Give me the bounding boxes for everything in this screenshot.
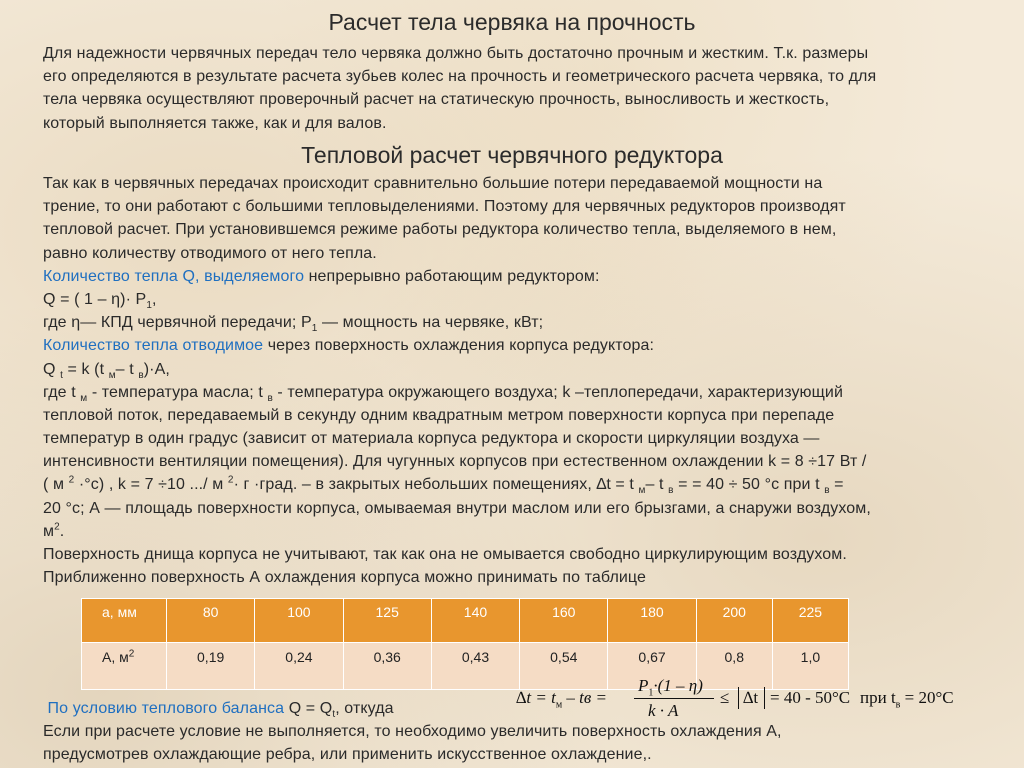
table-header-cell: 200 — [696, 599, 772, 643]
q-formula-line — [43, 288, 998, 311]
subscript: t — [332, 709, 336, 721]
table-header-cell: 80 — [167, 599, 255, 643]
table-cell: 0,36 — [343, 643, 431, 690]
formula-relation: ≤ — [720, 688, 730, 707]
subscript: м — [108, 369, 116, 381]
text-line: равно количеству отводимого от него тепла. — [43, 244, 377, 262]
table-cell: 0,8 — [696, 643, 772, 690]
heat-removed-line — [43, 334, 998, 357]
table-cell: 1,0 — [772, 643, 848, 690]
subscript: 1 — [146, 300, 152, 312]
text-line — [43, 473, 998, 496]
highlight-text: Количество тепла Q, выделяемого — [43, 267, 305, 285]
table-cell — [82, 643, 167, 690]
text-line: тела червяка осуществляют проверочный расчет на статическую прочность, выносливость и жесткость, — [43, 91, 830, 109]
text-line: Приближенно поверхность А охлаждения корпуса можно принимать по таблице — [43, 569, 646, 587]
text-line: Если при расчете условие не выполняется, то необходимо увеличить поверхность охлаждения А, — [43, 723, 782, 741]
text-span: , откуда — [335, 700, 394, 717]
table-header-row — [82, 599, 849, 643]
subscript: в — [824, 485, 830, 497]
formula-text: ·(1 – η) — [653, 676, 703, 695]
text-line: Для надежности червячных передач тело червяка должно быть достаточно прочным и жестким. Т.к. размеры — [43, 45, 869, 62]
text-span: - температура окружающего воздуха; k –теплопередачи, характеризующий — [272, 383, 843, 401]
text-span: · г ·град. – в закрытых небольших помещениях, ∆t = t — [233, 476, 639, 494]
text-span: Q = Q — [284, 700, 333, 717]
text-span: – t — [115, 360, 139, 378]
text-span: м — [43, 522, 55, 540]
table-cell: 0,43 — [431, 643, 519, 690]
text-line: интенсивности вентиляции помещения). Для чугунных корпусов при естественном охлаждении k = 8 ÷17 Вт / — [43, 453, 867, 471]
text-span: Q = ( 1 – η)· Р — [43, 290, 147, 308]
text-line: температур в один градус (зависит от материала корпуса редуктора и скорости циркуляции воздуха — — [43, 430, 820, 448]
text-span: – t — [645, 476, 669, 494]
superscript: 2 — [128, 648, 135, 660]
formula-text: ∆t = t — [516, 688, 556, 707]
table-header-cell: 140 — [431, 599, 519, 643]
text-line: Так как в червячных передачах происходит сравнительно большие потери передаваемой мощности на — [43, 175, 823, 192]
table-cell: 0,19 — [167, 643, 255, 690]
section-title: Тепловой расчет червячного редуктора — [301, 142, 723, 168]
formula-numerator — [638, 676, 703, 699]
subscript: м — [638, 485, 646, 497]
text-span: А, м — [102, 649, 129, 665]
text-line: тепловой расчет. При установившемся режиме работы редуктора количество тепла, выделяемого в нем, — [43, 221, 837, 239]
table-header-cell: 180 — [608, 599, 696, 643]
formula-abs: ∆t — [743, 688, 759, 707]
formula-text: = 20°C — [900, 688, 954, 707]
text-span: Q — [43, 360, 61, 378]
text-span: = — [829, 476, 844, 494]
text-line: его определяются в результате расчета зубьев колес на прочность и геометрического расчета червяка, то для — [43, 68, 877, 86]
text-line: трение, то они работают с большими тепловыделениями. Поэтому для червячных редукторов производят — [43, 198, 846, 216]
thermal-paragraph — [43, 172, 998, 589]
highlight-text: Количество тепла отводимое — [43, 337, 264, 355]
table-header-cell: а, мм — [82, 599, 167, 643]
table-cell: 0,67 — [608, 643, 696, 690]
superscript: 2 — [227, 475, 234, 487]
superscript: 2 — [68, 475, 75, 487]
text-line — [43, 381, 998, 404]
strength-paragraph — [43, 42, 998, 135]
text-span: )·А, — [143, 360, 170, 378]
text-line — [43, 520, 998, 543]
text-span: - температура масла; t — [87, 383, 268, 401]
text-span: . — [59, 522, 65, 540]
subscript: t — [60, 369, 63, 381]
text-line: Поверхность днища корпуса не учитывают, так как она не омывается свободно циркулирующим воздухом. — [43, 546, 847, 563]
table-header-cell: 125 — [343, 599, 431, 643]
text-line: 20 °с; А — площадь поверхности корпуса, омываемая внутри маслом или его брызгами, а снаружи воздухом, — [43, 499, 871, 517]
conclusion-paragraph — [43, 697, 998, 767]
subscript: 1 — [648, 687, 654, 699]
text-span: непрерывно работающим редуктором: — [304, 267, 600, 285]
text-span: = = 40 ÷ 50 °с при t — [673, 476, 825, 494]
formula-text: при t — [860, 688, 896, 707]
subscript: в — [668, 485, 674, 497]
subscript: м — [80, 392, 88, 404]
text-line: предусмотрев охлаждающие ребра, или применить искусственное охлаждение,. — [43, 746, 652, 764]
text-span: ( м — [43, 476, 69, 494]
table-header-cell: 160 — [520, 599, 608, 643]
subscript: в — [895, 699, 901, 711]
text-span: ·°с) , k = 7 ÷10 .../ м — [74, 476, 228, 494]
table-cell: 0,54 — [520, 643, 608, 690]
subscript: 1 — [311, 323, 318, 335]
formula-text: – tв = — [562, 688, 607, 707]
text-line: тепловой поток, передаваемый в секунду одним квадратным метром поверхности корпуса при перепаде — [43, 406, 835, 424]
table-cell: 0,24 — [255, 643, 343, 690]
text-span: = k (t — [62, 360, 109, 378]
formula-text: P — [638, 676, 649, 695]
heat-generated-line — [43, 265, 998, 288]
text-span: — мощность на червяке, кВт; — [317, 314, 544, 332]
superscript: 2 — [54, 521, 60, 533]
formula-rhs: = 40 - 50°C — [770, 688, 851, 707]
efficiency-line — [43, 311, 998, 334]
table-header-cell: 100 — [255, 599, 343, 643]
subscript: в — [267, 392, 273, 404]
text-span: через поверхность охлаждения корпуса редуктора: — [263, 337, 655, 355]
balance-line — [43, 697, 998, 720]
text-span: , — [151, 290, 157, 308]
subscript: в — [138, 369, 144, 381]
text-line: который выполняется также, как и для валов. — [43, 114, 387, 132]
subscript: м — [555, 699, 563, 711]
slide-title: Расчет тела червяка на прочность — [328, 9, 696, 35]
formula-text: k · A — [648, 701, 679, 720]
qt-formula-line — [43, 358, 998, 381]
text-span: где η— КПД червячной передачи; Р — [43, 314, 312, 332]
text-span: где t — [43, 383, 81, 401]
table-header-cell: 225 — [772, 599, 848, 643]
highlight-text: По условию теплового баланса — [47, 700, 285, 717]
